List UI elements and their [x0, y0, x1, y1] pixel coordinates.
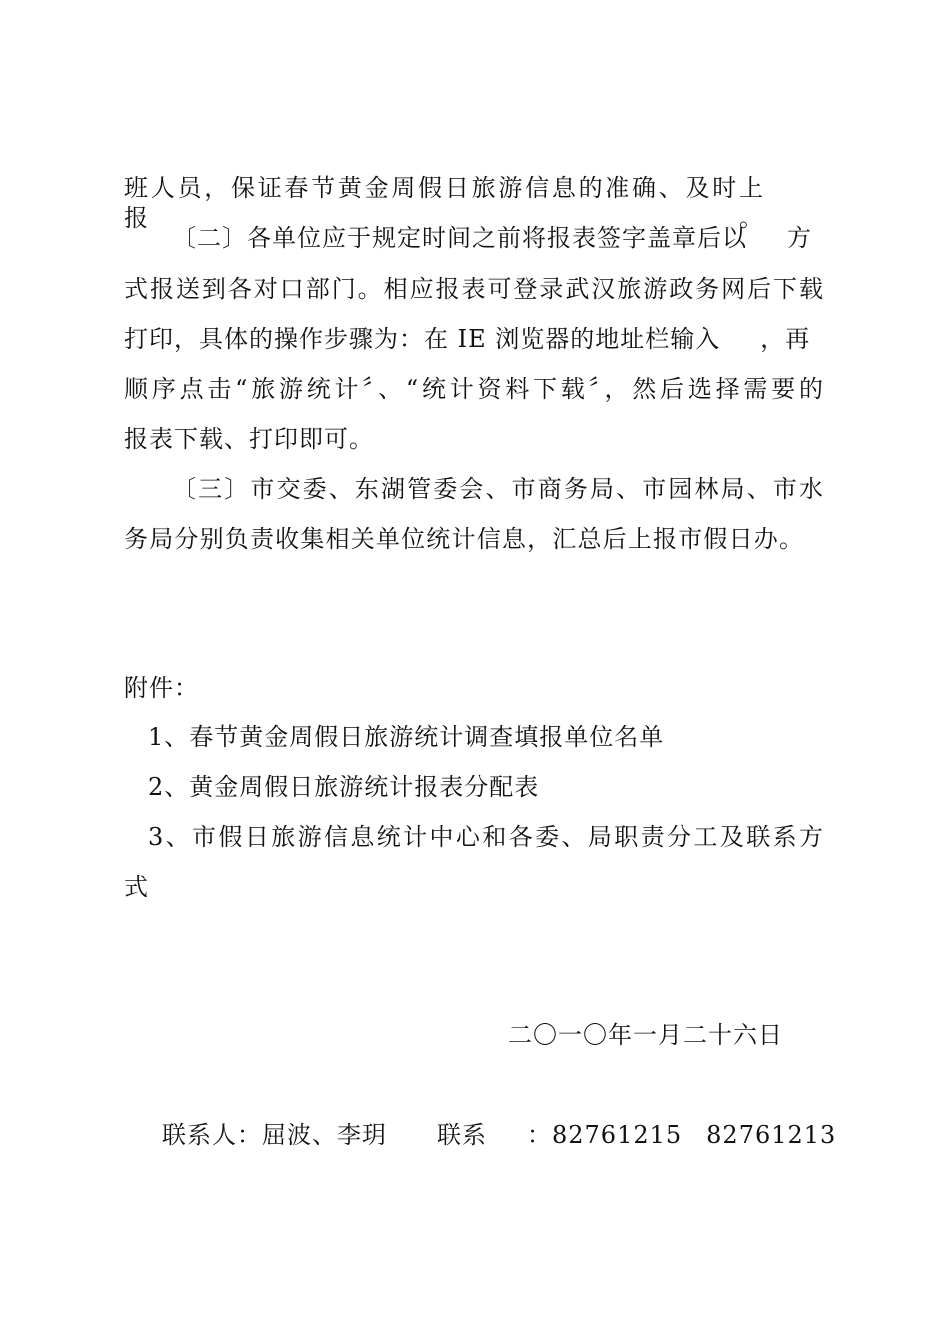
- contact-line: [162, 1120, 836, 1150]
- paragraph-2-line-2: 式报送到各对口部门。相应报表可登录武汉旅游政务网后下载: [124, 275, 824, 303]
- paragraph-2-line-1-a: 〔二〕各单位应于规定时间之前将报表签字盖章后以: [172, 224, 747, 252]
- contact-phone-separator: ：: [527, 1121, 552, 1149]
- attachment-item-3: 3、市假日旅游信息统计中心和各委、局职责分工及联系方: [148, 823, 824, 851]
- issue-date: 二〇一〇年一月二十六日: [508, 1021, 783, 1049]
- paragraph-1-tail: 班人员，保证春节黄金周假日旅游信息的准确、及时上报。: [124, 174, 764, 232]
- paragraph-2-line-1-b: 方: [787, 224, 812, 252]
- paragraph-2-line-4: 顺序点击“旅游统计〞、“统计资料下载〞，然后选择需要的: [124, 375, 824, 403]
- paragraph-2-line-3-b: ，再: [760, 325, 811, 353]
- contact-persons: 屈波、李玥: [262, 1121, 387, 1149]
- paragraph-2-line-3-a: 打印，具体的操作步骤为：在 IE 浏览器的地址栏输入: [124, 325, 721, 353]
- contact-phone-2: 82761213: [706, 1121, 837, 1149]
- attachment-item-3-wrap: 式: [124, 873, 149, 901]
- paragraph-3-line-2: 务局分别负责收集相关单位统计信息，汇总后上报市假日办。: [124, 525, 804, 553]
- attachment-item-1: 1、春节黄金周假日旅游统计调查填报单位名单: [148, 723, 665, 751]
- paragraph-2-line-5: 报表下载、打印即可。: [124, 425, 374, 453]
- paragraph-3-line-1: 〔三〕市交委、东湖管委会、市商务局、市园林局、市水: [172, 475, 824, 503]
- contact-phone-label: 联系: [437, 1121, 487, 1149]
- paragraph-2-line-3: [124, 324, 824, 354]
- attachments-heading: 附件：: [124, 674, 199, 702]
- paragraph-2-line-1: [172, 223, 824, 253]
- contact-person-label: 联系人：: [162, 1121, 262, 1149]
- contact-phone-1: 82761215: [552, 1121, 683, 1149]
- attachment-item-2: 2、黄金周假日旅游统计报表分配表: [148, 773, 540, 801]
